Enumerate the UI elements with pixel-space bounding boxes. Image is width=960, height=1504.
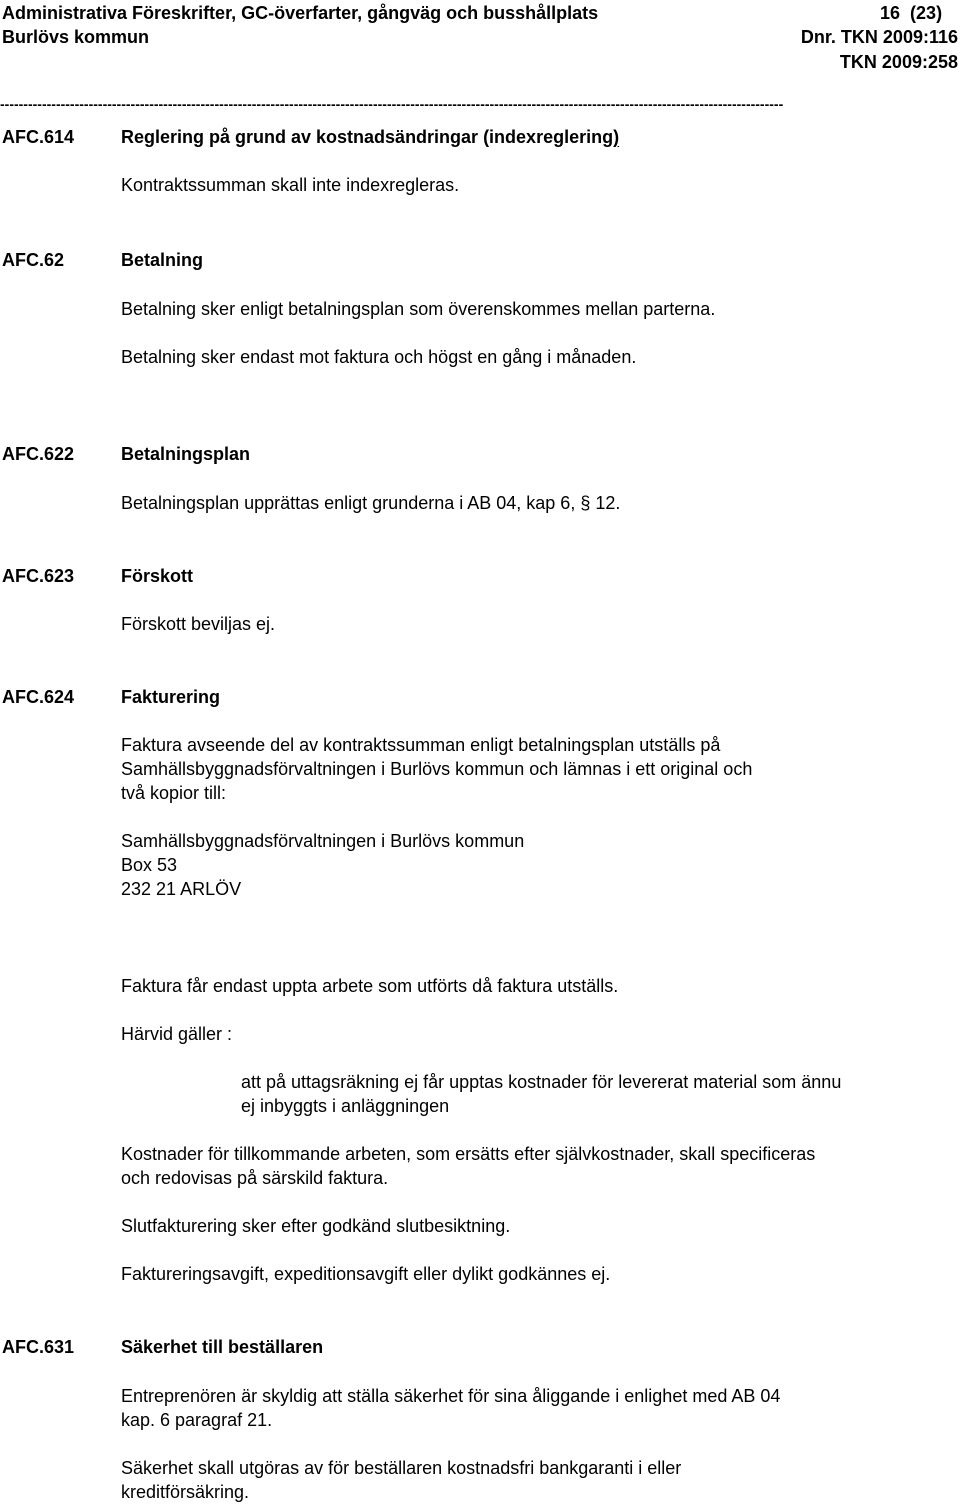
afc62-paragraph-2: Betalning sker endast mot faktura och högst en gång i månaden. xyxy=(121,347,637,367)
section-code-afc62: AFC.62 xyxy=(2,250,65,270)
organization-name: Burlövs kommun xyxy=(2,27,150,47)
page-number xyxy=(880,2,942,24)
section-title-afc62: Betalning xyxy=(121,250,204,270)
afc624-p1-line2: Samhällsbyggnadsförvaltningen i Burlövs kommun och lämnas i ett original och xyxy=(121,759,753,779)
afc624-paragraph-2: Faktura får endast uppta arbete som utförts då faktura utställs. xyxy=(121,976,619,996)
afc631-p1-line2: kap. 6 paragraf 21. xyxy=(121,1410,273,1430)
section-title-afc624: Fakturering xyxy=(121,687,221,707)
afc624-paragraph-7: Faktureringsavgift, expeditionsavgift eller dylikt godkännes ej. xyxy=(121,1264,611,1284)
section-sign: § xyxy=(580,493,591,513)
afc623-paragraph: Förskott beviljas ej. xyxy=(121,614,276,634)
afc624-p5-line1: Kostnader för tillkommande arbeten, som ersätts efter självkostnader, skall specificeras xyxy=(121,1144,816,1164)
address-line-2: Box 53 xyxy=(121,855,178,875)
afc624-p5-line2: och redovisas på särskild faktura. xyxy=(121,1168,389,1188)
document-title: Administrativa Föreskrifter, GC-överfarter, gångväg och busshållplats xyxy=(2,3,599,23)
section-code-afc622: AFC.622 xyxy=(2,444,75,464)
afc622-text-a: Betalningsplan upprättas enligt grunderna i AB 04, kap 6, xyxy=(121,493,576,513)
section-title-afc614 xyxy=(121,125,619,149)
afc624-paragraph-6: Slutfakturering sker efter godkänd slutbesiktning. xyxy=(121,1216,511,1236)
afc62-paragraph-1: Betalning sker enligt betalningsplan som överenskommes mellan parterna. xyxy=(121,299,716,319)
tkn-reference: TKN 2009:258 xyxy=(839,52,958,72)
afc631-p1-line1: Entreprenören är skyldig att ställa säkerhet för sina åliggande i enlighet med AB 04 xyxy=(121,1386,781,1406)
section-code-afc614: AFC.614 xyxy=(2,127,75,147)
afc624-p1-line3: två kopior till: xyxy=(121,783,227,803)
section-code-afc631: AFC.631 xyxy=(2,1337,75,1357)
afc631-p2-line2: kreditförsäkring. xyxy=(121,1482,250,1502)
afc622-text-b: 12. xyxy=(595,493,621,513)
section-title-afc614-paren: ) xyxy=(613,127,620,147)
afc614-paragraph: Kontraktssumman skall inte indexregleras. xyxy=(121,175,460,195)
afc624-p1-line1: Faktura avseende del av kontraktssumman enligt betalningsplan utställs på xyxy=(121,735,721,755)
afc622-paragraph xyxy=(121,491,620,515)
section-title-afc623: Förskott xyxy=(121,566,193,586)
section-code-afc623: AFC.623 xyxy=(2,566,75,586)
section-title-afc622: Betalningsplan xyxy=(121,444,251,464)
afc624-p4-line1: att på uttagsräkning ej får upptas kostnader för levererat material som ännu xyxy=(241,1072,842,1092)
page-total: (23) xyxy=(910,3,943,23)
afc624-p4-line2: ej inbyggts i anläggningen xyxy=(241,1096,450,1116)
address-line-3: 232 21 ARLÖV xyxy=(121,879,242,899)
afc624-paragraph-3: Härvid gäller : xyxy=(121,1024,233,1044)
address-line-1: Samhällsbyggnadsförvaltningen i Burlövs kommun xyxy=(121,831,525,851)
section-title-afc614-main: Reglering på grund av kostnadsändringar (indexreglering xyxy=(121,127,614,147)
section-code-afc624: AFC.624 xyxy=(2,687,75,707)
section-title-afc631: Säkerhet till beställaren xyxy=(121,1337,324,1357)
page-current: 16 xyxy=(880,3,901,23)
header-divider: ------------------------------------------------------------------------------------------------------------------------------------------------------------------------ xyxy=(0,96,784,112)
dnr-reference: Dnr. TKN 2009:116 xyxy=(800,27,958,47)
afc631-p2-line1: Säkerhet skall utgöras av för beställaren kostnadsfri bankgaranti i eller xyxy=(121,1458,682,1478)
